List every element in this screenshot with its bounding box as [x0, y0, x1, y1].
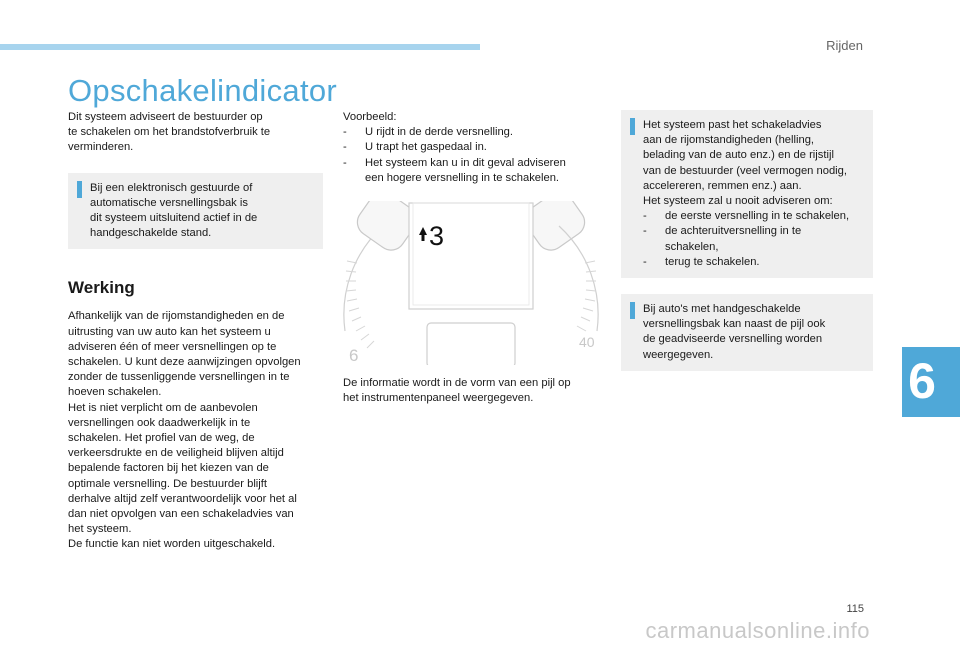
- chapter-tab: [902, 347, 960, 417]
- list-item: - U rijdt in de derde versnelling.: [343, 126, 513, 139]
- info-marker-icon: [630, 118, 635, 135]
- note-text: Bij auto's met handgeschakelde versnellingsbak kan naast de pijl ook de geadviseerde versnelling worden weergegeven.: [643, 303, 826, 361]
- example-label: Voorbeeld:: [343, 111, 397, 123]
- chapter-number: 6: [908, 353, 936, 409]
- section-label: Rijden: [826, 38, 863, 53]
- page-number: 115: [846, 603, 864, 615]
- note-box-conditions: [621, 110, 873, 278]
- never-advise-list: [643, 209, 865, 270]
- section-heading: Werking: [68, 278, 135, 298]
- page-title: Opschakelindicator: [68, 73, 338, 108]
- instrument-panel-illustration: [343, 201, 599, 365]
- list-item: - U trapt het gaspedaal in.: [343, 141, 487, 154]
- note-box-automatic: [68, 173, 323, 250]
- gear-number: 3: [429, 221, 445, 251]
- header-accent-bar: [0, 44, 480, 50]
- note-text: Bij een elektronisch gestuurde of automatische versnellingsbak is dit systeem uitsluitend actief in de handgeschakelde stand.: [90, 181, 258, 240]
- left-column: [68, 110, 323, 553]
- body-text: Afhankelijk van de rijomstandigheden en de uitrusting van uw auto kan het systeem u adviseren één of meer versnellingen op te schakelen. U kunt deze aanwijzingen opvolgen zonder de tussenliggende versnellingen in te hoeven schakelen. Het is niet verplicht om de aanbevolen versnellingen ook daadwerkelijk in te schakelen. Het profiel van de weg, de verkeersdrukte en de veiligheid blijven altijd bepalende factoren bij het kiezen van de optimale versnelling. De bestuurder blijft derhalve altijd zelf verantwoordelijk voor het al dan niet opvolgen van een schakeladvies van het systeem. De functie kan niet worden uitgeschakeld.: [68, 310, 301, 551]
- note-text: Het systeem past het schakeladvies aan de rijomstandigheden (helling, belading van de auto enz.) en de rijstijl van de bestuurder (veel vermogen nodig, accelereren, remmen enz.) aan. Het systeem zal u nooit adviseren om:: [643, 119, 847, 208]
- caption-text: De informatie wordt in de vorm van een pijl op het instrumentenpaneel weergegeven.: [343, 377, 571, 405]
- info-marker-icon: [77, 181, 82, 198]
- middle-column: [343, 110, 599, 186]
- dial-label-right: 40: [579, 334, 595, 350]
- illustration-caption: [343, 376, 599, 406]
- list-item: - terug te schakelen.: [643, 255, 760, 268]
- right-column: [621, 110, 873, 371]
- note-box-manual: [621, 294, 873, 371]
- watermark: carmanualsonline.info: [645, 618, 870, 643]
- list-item: - Het systeem kan u in dit geval adviseren een hogere versnelling in te schakelen.: [343, 156, 566, 184]
- info-marker-icon: [630, 302, 635, 319]
- list-item: - de achteruitversnelling in te schakelen,: [643, 225, 802, 253]
- list-item: - de eerste versnelling in te schakelen,: [643, 210, 850, 223]
- instrument-panel-drawing: [343, 201, 599, 365]
- example-list: [343, 125, 599, 186]
- dial-label-left: 6: [349, 346, 359, 365]
- intro-text: Dit systeem adviseert de bestuurder op te schakelen om het brandstofverbruik te verminderen.: [68, 111, 271, 154]
